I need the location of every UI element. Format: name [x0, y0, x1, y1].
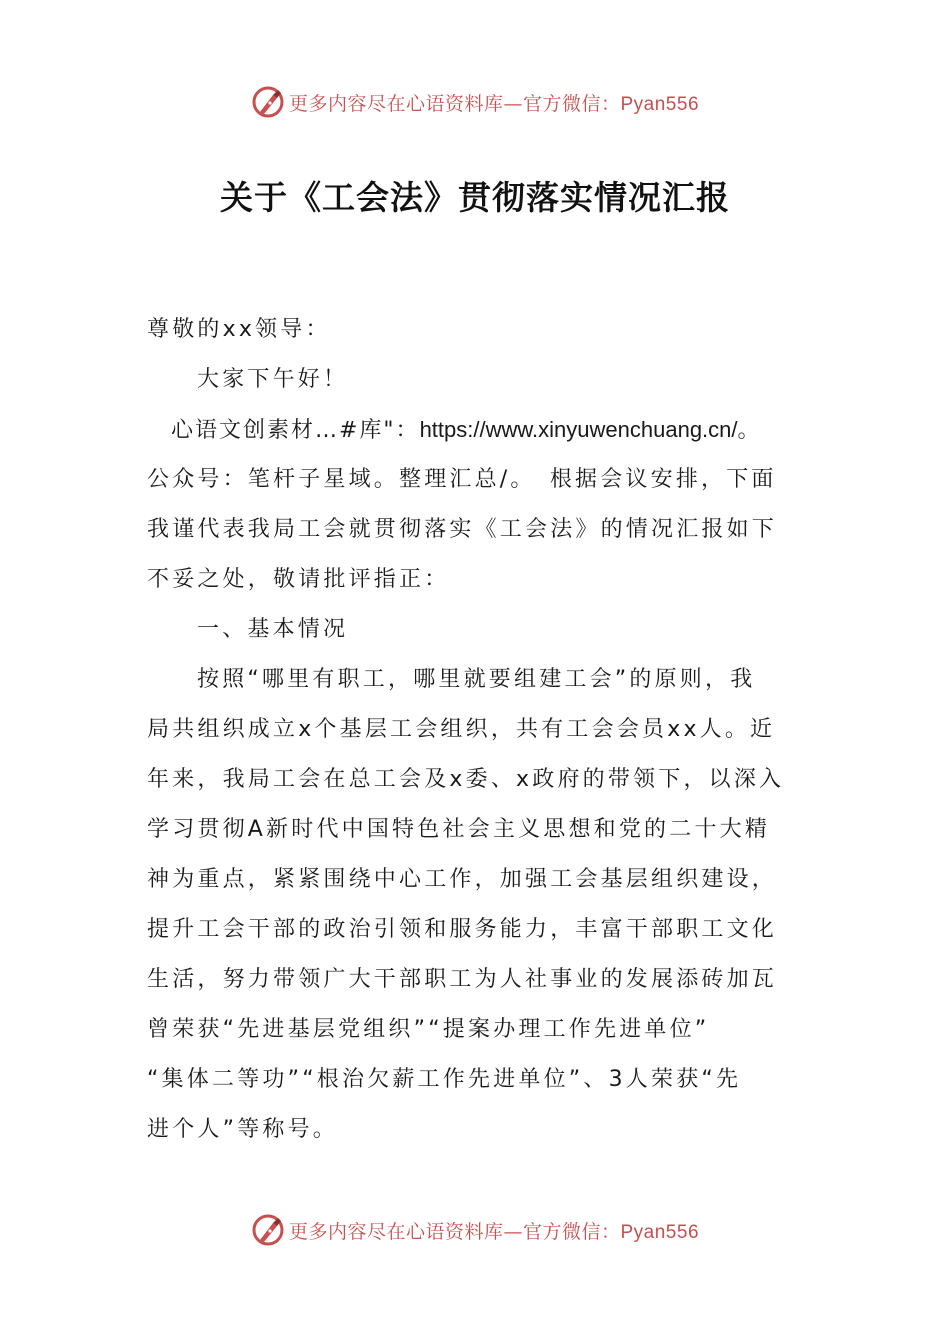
body-line: 提升工会干部的政治引领和服务能力，丰富干部职工文化 — [147, 917, 778, 942]
body-line: 年来，我局工会在总工会及x委、x政府的带领下，以深入 — [147, 767, 785, 792]
document-title: 关于《工会法》贯彻落实情况汇报 — [220, 178, 730, 217]
body-line: 公众号：笔杆子星域。整理汇总/。 根据会议安排，下面 — [147, 467, 777, 492]
body-line: 神为重点，紧紧围绕中心工作，加强工会基层组织建设， — [147, 867, 778, 892]
body-line: “集体二等功”“根治欠薪工作先进单位”、3人荣获“先 — [147, 1067, 742, 1092]
body-line: 我谨代表我局工会就贯彻落实《工会法》的情况汇报如下 — [147, 517, 778, 542]
body-line: 曾荣获“先进基层党组织”“提案办理工作先进单位” — [147, 1017, 710, 1042]
body-line: 学习贯彻A新时代中国特色社会主义思想和党的二十大精 — [147, 817, 771, 842]
source-line: 心语文创素材…#库"：https://www.xinyuwenchuang.cn/。 — [171, 417, 762, 443]
body-line: 进个人”等称号。 — [147, 1117, 338, 1142]
pen-nib-logo-icon — [251, 85, 285, 119]
watermark-text: 更多内容尽在心语资料库—官方微信：Pyan556 — [288, 92, 700, 115]
body-line: 生活，努力带领广大干部职工为人社事业的发展添砖加瓦 — [147, 967, 778, 992]
pen-nib-logo-icon — [251, 1213, 285, 1247]
greeting: 大家下午好！ — [197, 367, 349, 392]
footer-watermark — [0, 1210, 950, 1250]
header-watermark — [0, 82, 950, 122]
document-body — [147, 305, 807, 1155]
body-line: 局共组织成立x个基层工会组织，共有工会会员xx人。近 — [147, 717, 776, 742]
body-line: 按照“哪里有职工，哪里就要组建工会”的原则，我 — [197, 667, 756, 692]
section-heading: 一、基本情况 — [197, 617, 349, 642]
salutation: 尊敬的xx领导： — [147, 317, 331, 342]
body-line: 不妥之处，敬请批评指正： — [147, 567, 450, 592]
watermark-text: 更多内容尽在心语资料库—官方微信：Pyan556 — [288, 1220, 700, 1243]
